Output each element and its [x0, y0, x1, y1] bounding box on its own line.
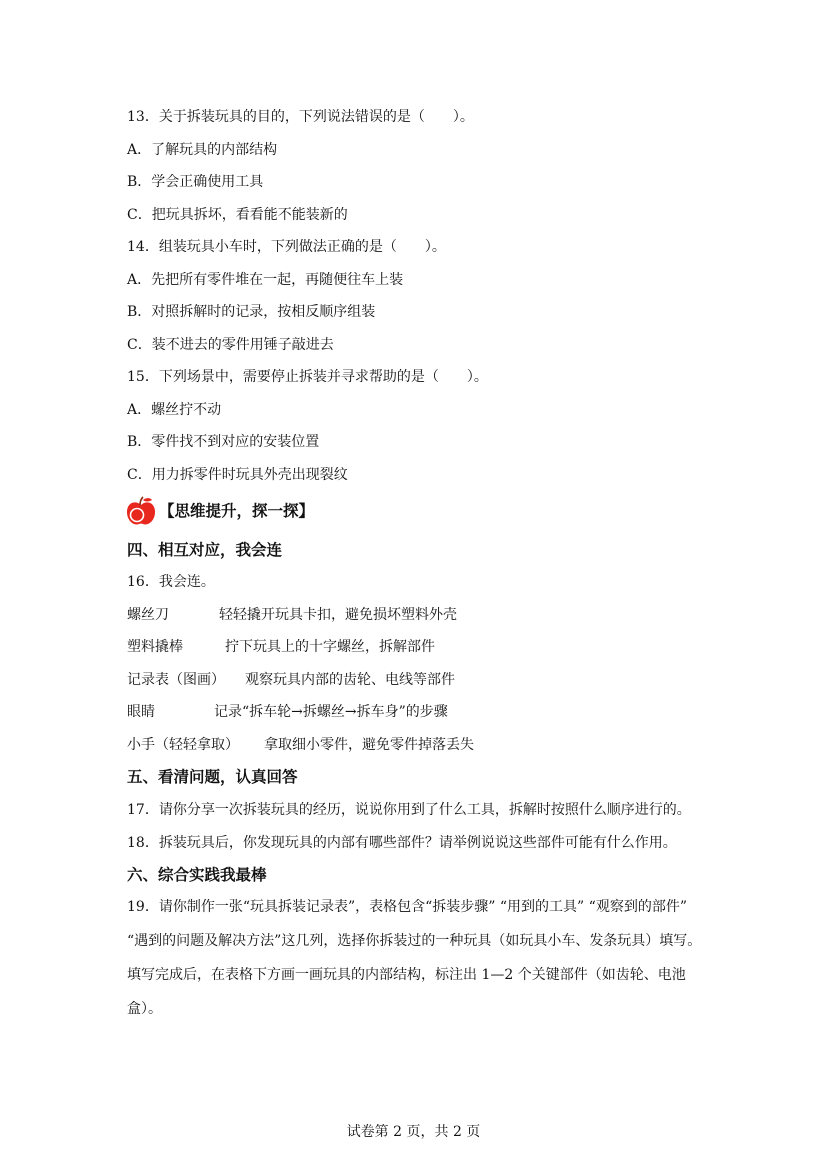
- question-13-option-c: C．把玩具拆坏，看看能不能装新的: [127, 207, 348, 223]
- question-13-option-b: B．学会正确使用工具: [127, 174, 264, 190]
- question-19: 19．请你制作一张“玩具拆装记录表”，表格包含“拆装步骤” “用到的工具” “观察到的部件” “遇到的问题及解决方法”这几列，选择你拆装过的一种玩具（如玩具小车、发条玩具）填写。填写完成后，在表格下方画一画玩具的内部结构，标注出 1—2 个关键部件（如齿轮、电池盒）。: [127, 899, 702, 1017]
- question-13-stem: 13．关于拆装玩具的目的，下列说法错误的是（ ）。: [127, 109, 474, 125]
- question-15-option-b: B．零件找不到对应的安装位置: [127, 434, 320, 450]
- match-left: 螺丝刀: [127, 607, 169, 623]
- page-footer: 试卷第 2 页，共 2 页: [346, 1124, 481, 1140]
- apple-icon: [124, 496, 158, 528]
- match-left: 眼睛: [127, 704, 155, 720]
- match-left: 小手（轻轻拿取）: [127, 737, 239, 753]
- question-15-option-c: C．用力拆零件时玩具外壳出现裂纹: [127, 467, 348, 483]
- question-18: 18．拆装玩具后，你发现玩具的内部有哪些部件？请举例说说这些部件可能有什么作用。: [127, 835, 677, 851]
- question-14-option-c: C．装不进去的零件用锤子敲进去: [127, 337, 334, 353]
- match-right: 拧下玩具上的十字螺丝，拆解部件: [225, 639, 435, 655]
- section-6-title: 六、综合实践我最棒: [127, 866, 267, 884]
- section-banner: 【思维提升，探一探】: [159, 502, 315, 520]
- match-right: 轻轻撬开玩具卡扣，避免损坏塑料外壳: [219, 607, 457, 623]
- match-right: 记录“拆车轮→拆螺丝→拆车身”的步骤: [214, 704, 448, 720]
- section-4-title: 四、相互对应，我会连: [127, 541, 283, 559]
- match-right: 观察玩具内部的齿轮、电线等部件: [245, 672, 455, 688]
- question-13-option-a: A．了解玩具的内部结构: [127, 142, 278, 158]
- question-15-stem: 15．下列场景中，需要停止拆装并寻求帮助的是（ ）。: [127, 369, 488, 385]
- question-14-option-a: A．先把所有零件堆在一起，再随便往车上装: [127, 272, 404, 288]
- question-14-option-b: B．对照拆解时的记录，按相反顺序组装: [127, 304, 376, 320]
- question-14-stem: 14．组装玩具小车时，下列做法正确的是（ ）。: [127, 239, 446, 255]
- question-16-stem: 16．我会连。: [127, 574, 215, 590]
- section-5-title: 五、看清问题，认真回答: [127, 768, 298, 786]
- question-17: 17．请你分享一次拆装玩具的经历，说说你用到了什么工具，拆解时按照什么顺序进行的。: [127, 802, 691, 818]
- match-left: 记录表（图画）: [127, 672, 225, 688]
- match-left: 塑料撬棒: [127, 639, 183, 655]
- question-15-option-a: A．螺丝拧不动: [127, 402, 222, 418]
- match-right: 拿取细小零件，避免零件掉落丢失: [264, 737, 474, 753]
